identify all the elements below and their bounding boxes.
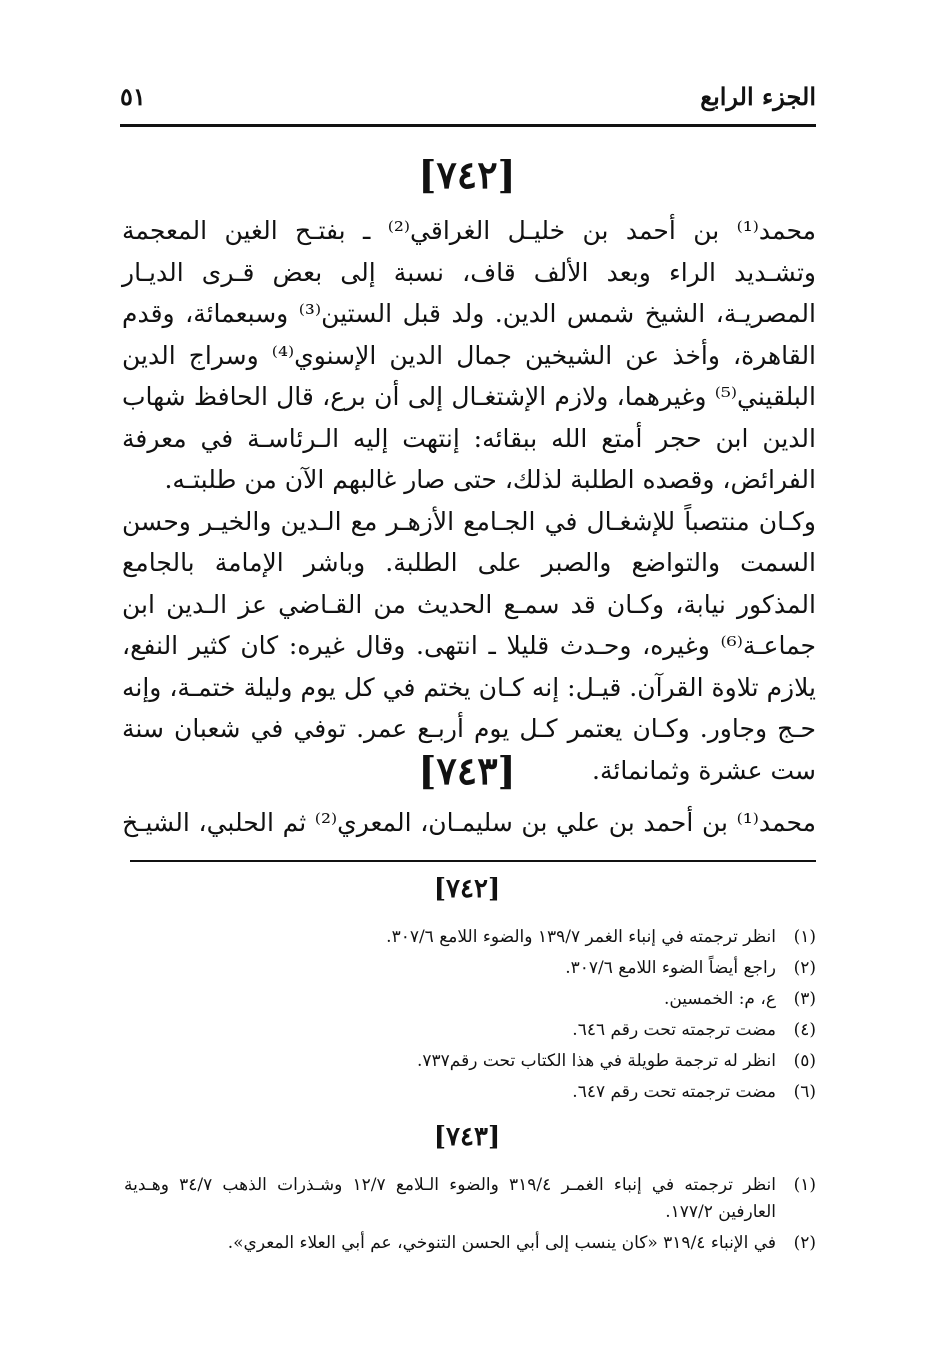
footnotes-heading-742: [٧٤٢] bbox=[433, 874, 501, 904]
entry-heading-743: [٧٤٣] bbox=[418, 748, 516, 793]
footnote-text: انظر ترجمته في إنباء الغمر ١٣٩/٧ والضوء اللامع ٣٠٧/٦. bbox=[386, 927, 776, 947]
footnote-number: (٦) bbox=[793, 1082, 816, 1102]
entry-742-paragraph-1: محمد⁽¹⁾ بن أحمد بن خليـل الغراقي⁽²⁾ ـ بفتـح الغين المعجمة وتشـديد الراء وبعد الألف قاف، نسبة إلى بعض قـرى الديـار المصريـة، الشيخ شمس الدين. ولد قبل الستين⁽³⁾ وسبعمائة، وقدم القاهرة، وأخذ عن الشيخين جمال الدين الإسنوي⁽⁴⁾ وسراج الدين البلقيني⁽⁵⁾ وغيرهما، ولازم الإشتغـال إلى أن برع، قال الحافظ شهاب الدين ابن حجر أمتع الله ببقائه: إنتهت إليه الـرئاسـة في معرفة الفرائض، وقصده الطلبة لذلك، حتى صار غالبهم الآن من طلبتـه. bbox=[122, 216, 817, 494]
footnote-item bbox=[124, 986, 816, 1013]
footnote-number: (١) bbox=[793, 927, 816, 947]
entry-743-body: محمد⁽¹⁾ بن أحمد بن علي بن سليمـان، المعري⁽²⁾ ثم الحلبي، الشيـخ bbox=[122, 808, 816, 837]
footnote-number: (٢) bbox=[793, 1233, 816, 1253]
footnote-number: (٤) bbox=[793, 1020, 816, 1040]
footnote-item bbox=[124, 1017, 816, 1044]
footnote-item bbox=[124, 924, 816, 951]
footnote-text: انظر له ترجمة طويلة في هذا الكتاب تحت رقم٧٣٧. bbox=[416, 1051, 776, 1071]
footnotes-743 bbox=[124, 1172, 816, 1261]
footnote-item bbox=[124, 955, 816, 982]
footnote-number: (١) bbox=[793, 1175, 816, 1195]
footnote-item bbox=[124, 1079, 816, 1106]
entry-742-paragraph-2: وكـان منتصباً للإشغـال في الجـامع الأزهـر مع الـدين والخيـر وحسن السمت والتواضع والصبر على الطلبة. وباشر الإمامة بالجامع المذكور نيابة، وكـان قد سمـع الحديث من القـاضي عز الـدين ابن جماعـة⁽⁶⁾ وغيره، وحـدث قليلا ـ انتهى. وقال غيره: كان كثير النفع، يلازم تلاوة القرآن. قيـل: إنه كـان يختم في كل يوم وليلة ختمـة، وإنه حـج وجاور. وكـان يعتمر كـل يوم أربـع عمر. توفي في شعبان سنة ست عشرة وثمانمائة. bbox=[122, 506, 816, 785]
footnote-number: (٥) bbox=[793, 1051, 816, 1071]
header-rule bbox=[120, 124, 816, 127]
footnote-text: في الإنباء ٣١٩/٤ «كان ينسب إلى أبي الحسن التنوخي، عم أبي العلاء المعري». bbox=[227, 1233, 776, 1253]
footnote-text: مضت ترجمته تحت رقم ٦٤٦. bbox=[572, 1020, 776, 1040]
footnote-number: (٣) bbox=[793, 989, 816, 1009]
running-head bbox=[120, 82, 816, 122]
footnotes-heading-743: [٧٤٣] bbox=[433, 1122, 501, 1152]
footnote-item bbox=[124, 1230, 816, 1257]
footnotes-742 bbox=[124, 924, 816, 1110]
page-number: ٥١ bbox=[120, 82, 146, 111]
footnote-text: انظر ترجمته في إنباء الغمـر ٣١٩/٤ والضوء الـلامع ١٢/٧ وشـذرات الذهب ٣٤/٧ وهـدية العارفين ١٧٧/٢. bbox=[124, 1175, 776, 1222]
entry-heading-742: [٧٤٢] bbox=[418, 152, 516, 197]
footnote-text: ع، م: الخمسين. bbox=[663, 989, 776, 1009]
entry-742-body bbox=[122, 210, 816, 791]
footnote-item bbox=[124, 1172, 816, 1226]
footnote-item bbox=[124, 1048, 816, 1075]
footnote-number: (٢) bbox=[793, 958, 816, 978]
footnote-text: مضت ترجمته تحت رقم ٦٤٧. bbox=[572, 1082, 776, 1102]
footnote-text: راجع أيضاً الضوء اللامع ٣٠٧/٦. bbox=[565, 958, 776, 978]
running-title: الجزء الرابع bbox=[700, 82, 816, 111]
footnote-rule bbox=[130, 860, 816, 862]
